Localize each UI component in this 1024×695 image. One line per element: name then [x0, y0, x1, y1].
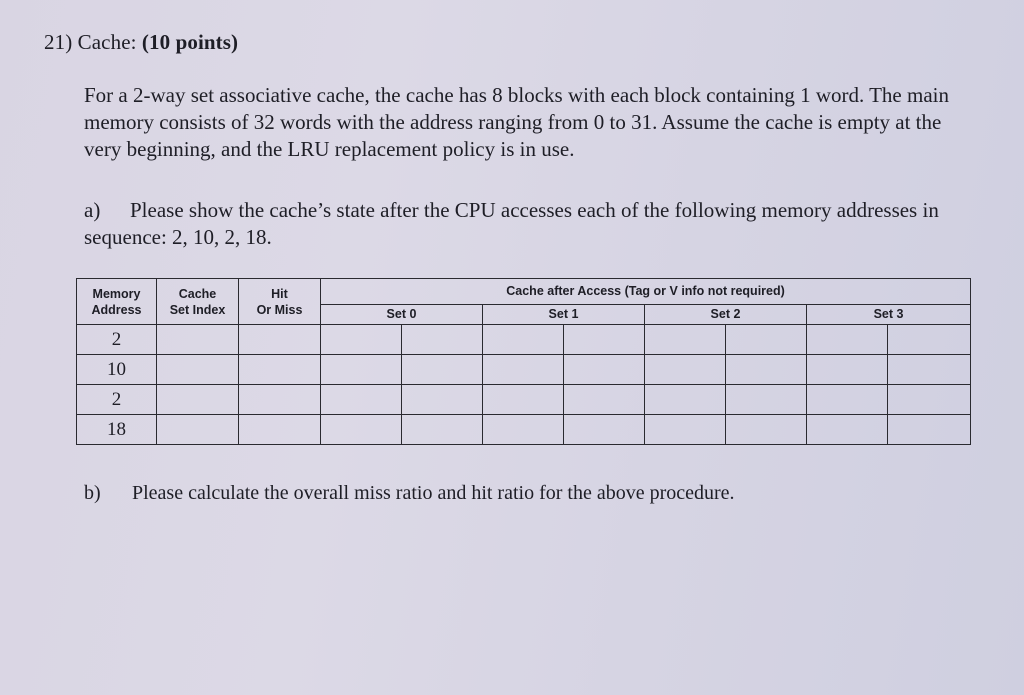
set0-way0-cell[interactable]: [321, 355, 402, 385]
address-cell: 10: [77, 355, 157, 385]
set3-way0-cell[interactable]: [807, 355, 888, 385]
part-a-label: a): [84, 198, 101, 222]
set1-way0-cell[interactable]: [483, 355, 564, 385]
set1-way1-cell[interactable]: [564, 415, 645, 445]
table-row: [77, 415, 971, 445]
header-memory-address: Memory Address: [77, 279, 157, 325]
header-set-1: Set 1: [483, 305, 645, 325]
header-cache-after-access: Cache after Access (Tag or V info not required): [321, 279, 971, 305]
set-index-cell[interactable]: [157, 325, 239, 355]
part-a-question: [84, 197, 964, 251]
set3-way1-cell[interactable]: [888, 385, 971, 415]
header-hit-or-miss: Hit Or Miss: [239, 279, 321, 325]
set-index-cell[interactable]: [157, 355, 239, 385]
set2-way0-cell[interactable]: [645, 325, 726, 355]
set2-way1-cell[interactable]: [726, 355, 807, 385]
part-b-label: b): [84, 482, 101, 504]
set3-way1-cell[interactable]: [888, 355, 971, 385]
part-b-question: [84, 480, 964, 507]
hit-miss-cell[interactable]: [239, 325, 321, 355]
set3-way0-cell[interactable]: [807, 415, 888, 445]
set2-way0-cell[interactable]: [645, 385, 726, 415]
set0-way1-cell[interactable]: [402, 385, 483, 415]
set1-way1-cell[interactable]: [564, 355, 645, 385]
set0-way1-cell[interactable]: [402, 325, 483, 355]
set3-way0-cell[interactable]: [807, 385, 888, 415]
set1-way1-cell[interactable]: [564, 325, 645, 355]
set2-way1-cell[interactable]: [726, 415, 807, 445]
set1-way0-cell[interactable]: [483, 325, 564, 355]
set3-way0-cell[interactable]: [807, 325, 888, 355]
set-index-cell[interactable]: [157, 385, 239, 415]
set2-way0-cell[interactable]: [645, 415, 726, 445]
set2-way0-cell[interactable]: [645, 355, 726, 385]
problem-intro: For a 2-way set associative cache, the cache has 8 blocks with each block containing 1 word. The main memory consists of 32 words with the address ranging from 0 to 31. Assume the cache is empty at the very beginning, and the LRU replacement policy is in use.: [84, 83, 949, 161]
set1-way1-cell[interactable]: [564, 385, 645, 415]
hit-miss-cell[interactable]: [239, 415, 321, 445]
part-a-text: Please show the cache’s state after the CPU accesses each of the following memory addresses in sequence: 2, 10, 2, 18.: [84, 198, 939, 249]
set0-way1-cell[interactable]: [402, 415, 483, 445]
problem-points: (10 points): [141, 30, 239, 54]
set0-way1-cell[interactable]: [402, 355, 483, 385]
set0-way0-cell[interactable]: [321, 325, 402, 355]
set1-way0-cell[interactable]: [483, 415, 564, 445]
set0-way0-cell[interactable]: [321, 385, 402, 415]
address-cell: 2: [77, 325, 157, 355]
hit-miss-cell[interactable]: [239, 385, 321, 415]
part-b-text: Please calculate the overall miss ratio and hit ratio for the above procedure.: [132, 482, 735, 504]
set3-way1-cell[interactable]: [888, 415, 971, 445]
set3-way1-cell[interactable]: [888, 325, 971, 355]
table-row: [77, 325, 971, 355]
set-index-cell[interactable]: [157, 415, 239, 445]
header-set-2: Set 2: [645, 305, 807, 325]
set0-way0-cell[interactable]: [321, 415, 402, 445]
problem-title-text: Cache:: [77, 30, 137, 54]
address-cell: 2: [77, 385, 157, 415]
header-cache-set-index: Cache Set Index: [157, 279, 239, 325]
problem-number: 21): [44, 30, 73, 54]
table-row: [77, 385, 971, 415]
problem-title: [44, 30, 238, 55]
header-set-3: Set 3: [807, 305, 971, 325]
set1-way0-cell[interactable]: [483, 385, 564, 415]
set2-way1-cell[interactable]: [726, 385, 807, 415]
table-row: [77, 355, 971, 385]
table-header-row: [77, 279, 971, 305]
hit-miss-cell[interactable]: [239, 355, 321, 385]
cache-state-table: [76, 278, 971, 445]
set2-way1-cell[interactable]: [726, 325, 807, 355]
address-cell: 18: [77, 415, 157, 445]
header-set-0: Set 0: [321, 305, 483, 325]
